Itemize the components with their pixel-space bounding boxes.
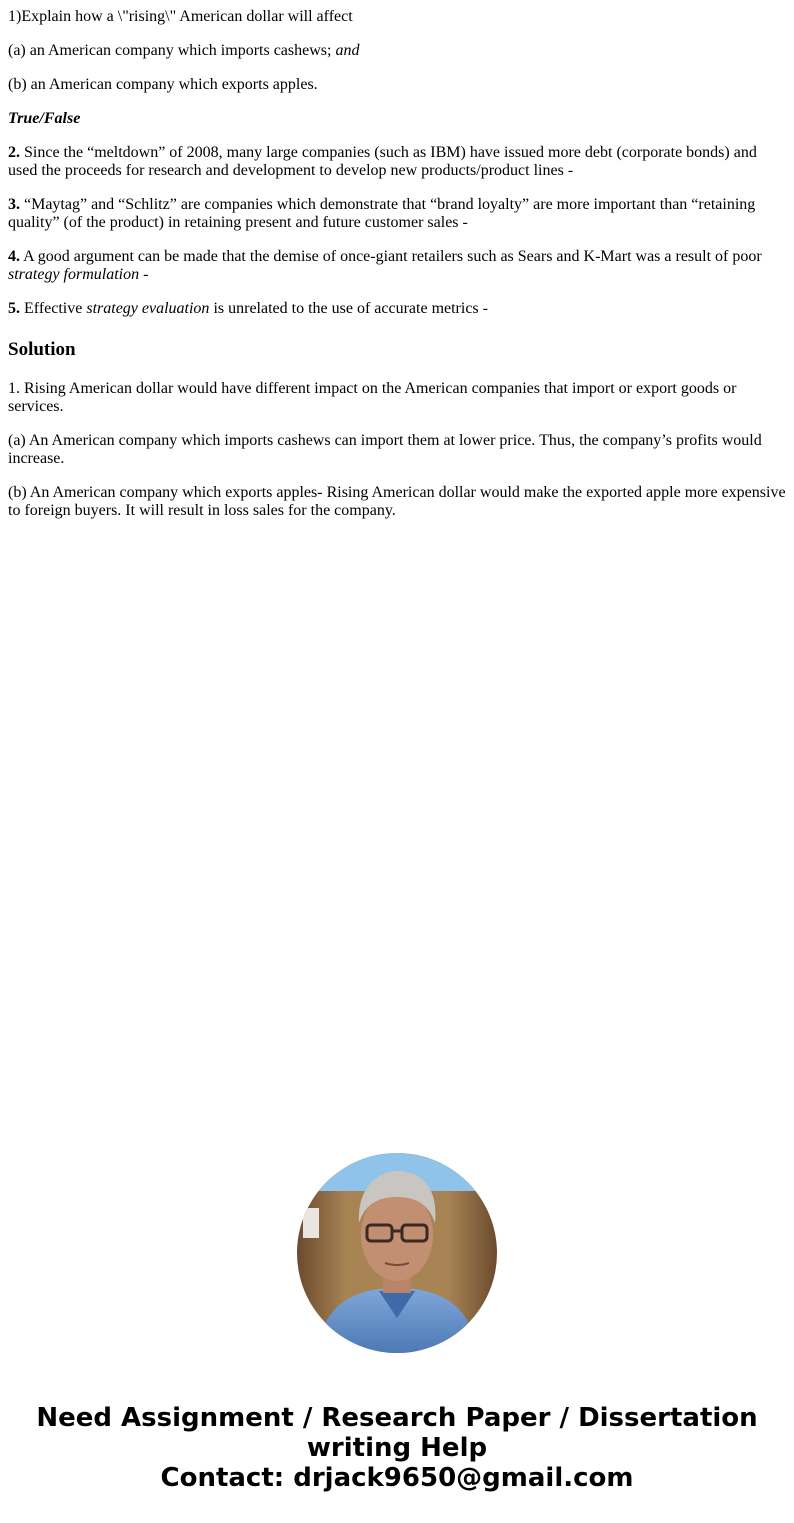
solution-body xyxy=(8,380,788,520)
promo-line-2: writing Help xyxy=(306,1433,488,1463)
solution-heading: Solution xyxy=(8,339,76,360)
item-number: 3. xyxy=(8,196,20,213)
promo-contact: Contact: drjack9650@gmail.com xyxy=(160,1463,634,1493)
item-text: Since the “meltdown” of 2008, many large companies (such as IBM) have issued more debt (corporate bonds) and used the proceeds for research and development to develop new products/product lines - xyxy=(8,144,757,179)
true-false-label: True/False xyxy=(8,110,81,127)
solution-paragraph: (b) An American company which exports apples- Rising American dollar would make the exported apple more expensive to foreign buyers. It will result in loss sales for the company. xyxy=(8,484,786,519)
item-text: strategy evaluation xyxy=(86,300,210,317)
true-false-item xyxy=(8,144,788,180)
true-false-item xyxy=(8,300,788,318)
item-text: “Maytag” and “Schlitz” are companies which demonstrate that “brand loyalty” are more important than “retaining quality” (of the product) in retaining present and future customer sales - xyxy=(8,196,756,231)
true-false-heading xyxy=(8,110,788,128)
document-body xyxy=(8,0,788,536)
promo-footer xyxy=(0,1403,794,1493)
true-false-list xyxy=(8,144,788,318)
solution-paragraph: 1. Rising American dollar would have different impact on the American companies that import or export goods or services. xyxy=(8,380,737,415)
item-number: 2. xyxy=(8,144,20,161)
item-text: A good argument can be made that the demise of once-giant retailers such as Sears and K-Mart was a result of poor xyxy=(20,248,762,265)
promo-line-1: Need Assignment / Research Paper / Dissertation xyxy=(36,1403,758,1433)
item-text: is unrelated to the use of accurate metrics - xyxy=(209,300,488,317)
item-text: Effective xyxy=(20,300,87,317)
question-1-part-a xyxy=(8,42,788,60)
solution-paragraph: (a) An American company which imports cashews can import them at lower price. Thus, the company’s profits would increase. xyxy=(8,432,762,467)
question-1-intro: 1)Explain how a \"rising\" American dollar will affect xyxy=(8,8,353,25)
question-1-part-a-and: and xyxy=(335,42,360,59)
item-number: 5. xyxy=(8,300,20,317)
item-text: strategy formulation - xyxy=(8,266,149,283)
question-1-part-a-text: (a) an American company which imports cashews; xyxy=(8,42,336,59)
question-1-part-b: (b) an American company which exports apples. xyxy=(8,76,318,93)
author-photo xyxy=(297,1153,497,1353)
item-number: 4. xyxy=(8,248,20,265)
true-false-item xyxy=(8,196,788,232)
true-false-item xyxy=(8,248,788,284)
